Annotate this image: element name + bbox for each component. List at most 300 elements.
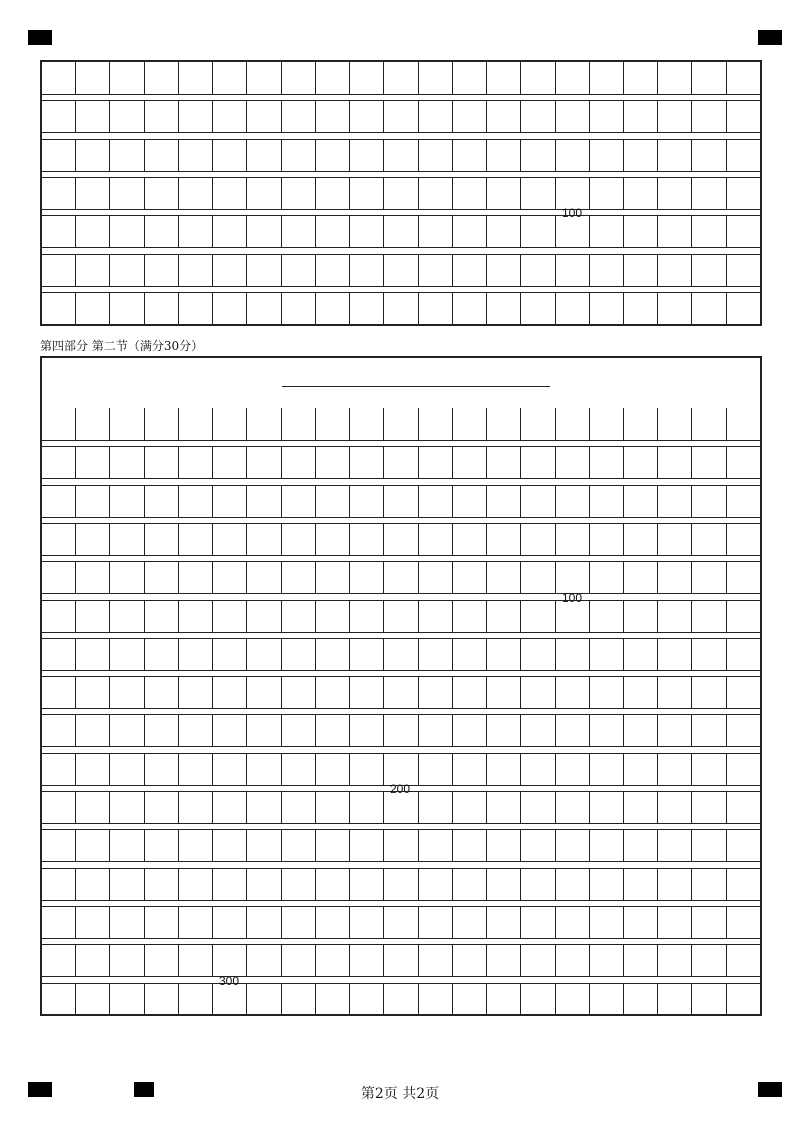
grid-cell[interactable] — [42, 677, 76, 708]
grid-cell[interactable] — [316, 792, 350, 823]
grid-cell[interactable] — [213, 140, 247, 171]
grid-cell[interactable] — [624, 255, 658, 286]
grid-cell[interactable] — [145, 216, 179, 247]
grid-cell[interactable] — [556, 255, 590, 286]
grid-cell[interactable] — [453, 677, 487, 708]
grid-cell[interactable] — [487, 524, 521, 555]
grid-cell[interactable] — [42, 562, 76, 593]
grid-cell[interactable] — [727, 601, 760, 632]
grid-cell[interactable] — [76, 715, 110, 746]
grid-cell[interactable] — [556, 562, 590, 593]
grid-cell[interactable] — [76, 524, 110, 555]
grid-cell[interactable] — [350, 562, 384, 593]
grid-cell[interactable] — [453, 524, 487, 555]
grid-cell[interactable] — [624, 293, 658, 324]
grid-cell[interactable] — [521, 486, 555, 517]
grid-cell[interactable] — [110, 62, 144, 94]
grid-cell[interactable] — [179, 792, 213, 823]
grid-cell[interactable] — [384, 754, 418, 785]
grid-cell[interactable] — [624, 562, 658, 593]
grid-cell[interactable] — [658, 830, 692, 861]
grid-cell[interactable] — [521, 754, 555, 785]
grid-cell[interactable] — [76, 601, 110, 632]
grid-cell[interactable] — [487, 408, 521, 440]
grid-cell[interactable] — [247, 562, 281, 593]
grid-cell[interactable] — [521, 677, 555, 708]
grid-cell[interactable] — [556, 715, 590, 746]
grid-cell[interactable] — [350, 869, 384, 900]
grid-cell[interactable] — [590, 907, 624, 938]
grid-cell[interactable] — [419, 639, 453, 670]
grid-cell[interactable] — [316, 408, 350, 440]
grid-cell[interactable] — [350, 715, 384, 746]
grid-cell[interactable] — [556, 639, 590, 670]
grid-cell[interactable] — [419, 792, 453, 823]
grid-cell[interactable] — [590, 984, 624, 1015]
grid-cell[interactable] — [76, 869, 110, 900]
grid-cell[interactable] — [727, 101, 760, 132]
grid-cell[interactable] — [350, 830, 384, 861]
grid-cell[interactable] — [727, 408, 760, 440]
grid-cell[interactable] — [521, 447, 555, 478]
grid-cell[interactable] — [624, 639, 658, 670]
grid-cell[interactable] — [316, 486, 350, 517]
grid-cell[interactable] — [247, 639, 281, 670]
grid-cell[interactable] — [282, 907, 316, 938]
grid-cell[interactable] — [590, 715, 624, 746]
grid-cell[interactable] — [350, 907, 384, 938]
grid-cell[interactable] — [213, 408, 247, 440]
grid-cell[interactable] — [419, 984, 453, 1015]
grid-cell[interactable] — [624, 945, 658, 976]
grid-cell[interactable] — [453, 715, 487, 746]
grid-cell[interactable] — [179, 715, 213, 746]
grid-cell[interactable] — [487, 101, 521, 132]
grid-cell[interactable] — [521, 869, 555, 900]
grid-cell[interactable] — [179, 447, 213, 478]
grid-cell[interactable] — [110, 486, 144, 517]
grid-cell[interactable] — [384, 792, 418, 823]
grid-cell[interactable] — [692, 524, 726, 555]
grid-cell[interactable] — [521, 830, 555, 861]
grid-cell[interactable] — [487, 830, 521, 861]
grid-cell[interactable] — [453, 601, 487, 632]
grid-cell[interactable] — [145, 792, 179, 823]
grid-cell[interactable] — [453, 639, 487, 670]
grid-cell[interactable] — [213, 945, 247, 976]
grid-cell[interactable] — [384, 140, 418, 171]
grid-cell[interactable] — [145, 754, 179, 785]
grid-cell[interactable] — [658, 293, 692, 324]
grid-cell[interactable] — [145, 140, 179, 171]
grid-cell[interactable] — [624, 984, 658, 1015]
grid-cell[interactable] — [282, 255, 316, 286]
grid-cell[interactable] — [316, 293, 350, 324]
grid-cell[interactable] — [316, 524, 350, 555]
grid-cell[interactable] — [521, 178, 555, 209]
grid-cell[interactable] — [384, 101, 418, 132]
grid-cell[interactable] — [727, 754, 760, 785]
grid-cell[interactable] — [76, 447, 110, 478]
grid-cell[interactable] — [419, 140, 453, 171]
grid-cell[interactable] — [42, 524, 76, 555]
grid-cell[interactable] — [76, 216, 110, 247]
grid-cell[interactable] — [556, 984, 590, 1015]
grid-cell[interactable] — [76, 639, 110, 670]
grid-cell[interactable] — [145, 639, 179, 670]
grid-cell[interactable] — [213, 601, 247, 632]
grid-cell[interactable] — [350, 140, 384, 171]
grid-cell[interactable] — [624, 216, 658, 247]
grid-cell[interactable] — [110, 907, 144, 938]
grid-cell[interactable] — [145, 869, 179, 900]
grid-cell[interactable] — [316, 677, 350, 708]
grid-cell[interactable] — [521, 524, 555, 555]
grid-cell[interactable] — [556, 101, 590, 132]
grid-cell[interactable] — [282, 677, 316, 708]
grid-cell[interactable] — [316, 830, 350, 861]
grid-cell[interactable] — [384, 830, 418, 861]
grid-cell[interactable] — [316, 447, 350, 478]
grid-cell[interactable] — [179, 101, 213, 132]
grid-cell[interactable] — [110, 216, 144, 247]
grid-cell[interactable] — [487, 715, 521, 746]
grid-cell[interactable] — [76, 62, 110, 94]
grid-cell[interactable] — [282, 639, 316, 670]
grid-cell[interactable] — [590, 792, 624, 823]
grid-cell[interactable] — [624, 101, 658, 132]
grid-cell[interactable] — [453, 486, 487, 517]
grid-cell[interactable] — [42, 754, 76, 785]
grid-cell[interactable] — [316, 101, 350, 132]
grid-cell[interactable] — [384, 486, 418, 517]
grid-cell[interactable] — [487, 216, 521, 247]
grid-cell[interactable] — [145, 486, 179, 517]
grid-cell[interactable] — [282, 408, 316, 440]
grid-cell[interactable] — [453, 101, 487, 132]
grid-cell[interactable] — [590, 486, 624, 517]
grid-cell[interactable] — [624, 178, 658, 209]
grid-cell[interactable] — [658, 255, 692, 286]
grid-cell[interactable] — [213, 869, 247, 900]
grid-cell[interactable] — [247, 524, 281, 555]
grid-cell[interactable] — [145, 677, 179, 708]
grid-cell[interactable] — [247, 486, 281, 517]
grid-cell[interactable] — [179, 639, 213, 670]
grid-cell[interactable] — [76, 792, 110, 823]
grid-cell[interactable] — [316, 216, 350, 247]
grid-cell[interactable] — [145, 408, 179, 440]
grid-cell[interactable] — [727, 140, 760, 171]
grid-cell[interactable] — [110, 140, 144, 171]
grid-cell[interactable] — [658, 601, 692, 632]
grid-cell[interactable] — [179, 869, 213, 900]
grid-cell[interactable] — [419, 62, 453, 94]
grid-cell[interactable] — [384, 869, 418, 900]
grid-cell[interactable] — [419, 830, 453, 861]
grid-cell[interactable] — [247, 178, 281, 209]
grid-cell[interactable] — [521, 907, 555, 938]
grid-cell[interactable] — [247, 907, 281, 938]
grid-cell[interactable] — [453, 62, 487, 94]
grid-cell[interactable] — [247, 140, 281, 171]
grid-cell[interactable] — [658, 792, 692, 823]
grid-cell[interactable] — [350, 447, 384, 478]
grid-cell[interactable] — [453, 907, 487, 938]
grid-cell[interactable] — [624, 447, 658, 478]
grid-cell[interactable] — [556, 830, 590, 861]
grid-cell[interactable] — [213, 101, 247, 132]
grid-cell[interactable] — [213, 216, 247, 247]
grid-cell[interactable] — [419, 178, 453, 209]
grid-cell[interactable] — [179, 984, 213, 1015]
grid-cell[interactable] — [692, 984, 726, 1015]
grid-cell[interactable] — [487, 178, 521, 209]
grid-cell[interactable] — [350, 792, 384, 823]
grid-cell[interactable] — [453, 216, 487, 247]
grid-cell[interactable] — [727, 178, 760, 209]
grid-cell[interactable] — [658, 524, 692, 555]
grid-cell[interactable] — [453, 792, 487, 823]
grid-cell[interactable] — [453, 447, 487, 478]
grid-cell[interactable] — [282, 140, 316, 171]
grid-cell[interactable] — [487, 869, 521, 900]
grid-cell[interactable] — [42, 907, 76, 938]
grid-cell[interactable] — [658, 101, 692, 132]
grid-cell[interactable] — [110, 754, 144, 785]
grid-cell[interactable] — [282, 792, 316, 823]
grid-cell[interactable] — [76, 754, 110, 785]
grid-cell[interactable] — [316, 601, 350, 632]
grid-cell[interactable] — [453, 255, 487, 286]
grid-cell[interactable] — [316, 178, 350, 209]
grid-cell[interactable] — [42, 140, 76, 171]
grid-cell[interactable] — [590, 830, 624, 861]
grid-cell[interactable] — [590, 447, 624, 478]
grid-cell[interactable] — [692, 639, 726, 670]
grid-cell[interactable] — [42, 715, 76, 746]
grid-cell[interactable] — [658, 178, 692, 209]
grid-cell[interactable] — [247, 677, 281, 708]
grid-cell[interactable] — [658, 408, 692, 440]
grid-cell[interactable] — [213, 792, 247, 823]
grid-cell[interactable] — [350, 178, 384, 209]
grid-cell[interactable] — [42, 945, 76, 976]
grid-cell[interactable] — [76, 486, 110, 517]
grid-cell[interactable] — [76, 562, 110, 593]
grid-cell[interactable] — [76, 830, 110, 861]
grid-cell[interactable] — [42, 447, 76, 478]
grid-cell[interactable] — [282, 447, 316, 478]
grid-cell[interactable] — [76, 984, 110, 1015]
grid-cell[interactable] — [76, 293, 110, 324]
grid-cell[interactable] — [350, 255, 384, 286]
grid-cell[interactable] — [316, 639, 350, 670]
grid-cell[interactable] — [179, 830, 213, 861]
grid-cell[interactable] — [316, 754, 350, 785]
grid-cell[interactable] — [350, 945, 384, 976]
grid-cell[interactable] — [110, 639, 144, 670]
grid-cell[interactable] — [179, 945, 213, 976]
grid-cell[interactable] — [110, 601, 144, 632]
grid-cell[interactable] — [350, 984, 384, 1015]
grid-cell[interactable] — [76, 408, 110, 440]
grid-cell[interactable] — [350, 677, 384, 708]
grid-cell[interactable] — [521, 140, 555, 171]
grid-cell[interactable] — [213, 447, 247, 478]
grid-cell[interactable] — [110, 178, 144, 209]
grid-cell[interactable] — [487, 639, 521, 670]
grid-cell[interactable] — [419, 101, 453, 132]
grid-cell[interactable] — [727, 562, 760, 593]
grid-cell[interactable] — [624, 140, 658, 171]
grid-cell[interactable] — [692, 715, 726, 746]
grid-cell[interactable] — [624, 715, 658, 746]
grid-cell[interactable] — [692, 562, 726, 593]
grid-cell[interactable] — [247, 408, 281, 440]
grid-cell[interactable] — [419, 677, 453, 708]
grid-cell[interactable] — [727, 677, 760, 708]
grid-cell[interactable] — [556, 486, 590, 517]
grid-cell[interactable] — [727, 869, 760, 900]
grid-cell[interactable] — [110, 447, 144, 478]
grid-cell[interactable] — [521, 62, 555, 94]
grid-cell[interactable] — [110, 830, 144, 861]
grid-cell[interactable] — [179, 408, 213, 440]
grid-cell[interactable] — [247, 255, 281, 286]
grid-cell[interactable] — [692, 255, 726, 286]
grid-cell[interactable] — [692, 869, 726, 900]
grid-cell[interactable] — [247, 715, 281, 746]
grid-cell[interactable] — [487, 562, 521, 593]
grid-cell[interactable] — [145, 178, 179, 209]
grid-cell[interactable] — [521, 408, 555, 440]
grid-cell[interactable] — [76, 677, 110, 708]
grid-cell[interactable] — [453, 140, 487, 171]
grid-cell[interactable] — [316, 255, 350, 286]
grid-cell[interactable] — [213, 178, 247, 209]
grid-cell[interactable] — [419, 907, 453, 938]
grid-cell[interactable] — [658, 140, 692, 171]
grid-cell[interactable] — [624, 62, 658, 94]
grid-cell[interactable] — [110, 255, 144, 286]
grid-cell[interactable] — [384, 601, 418, 632]
grid-cell[interactable] — [110, 869, 144, 900]
grid-cell[interactable] — [590, 639, 624, 670]
essay-title-area[interactable] — [40, 356, 762, 410]
grid-cell[interactable] — [487, 255, 521, 286]
grid-cell[interactable] — [350, 524, 384, 555]
grid-cell[interactable] — [658, 869, 692, 900]
grid-cell[interactable] — [487, 792, 521, 823]
grid-cell[interactable] — [213, 524, 247, 555]
grid-cell[interactable] — [247, 945, 281, 976]
grid-cell[interactable] — [692, 101, 726, 132]
grid-cell[interactable] — [727, 486, 760, 517]
grid-cell[interactable] — [419, 562, 453, 593]
grid-cell[interactable] — [556, 754, 590, 785]
grid-cell[interactable] — [658, 447, 692, 478]
grid-cell[interactable] — [590, 562, 624, 593]
grid-cell[interactable] — [110, 715, 144, 746]
grid-cell[interactable] — [453, 984, 487, 1015]
grid-cell[interactable] — [521, 639, 555, 670]
grid-cell[interactable] — [453, 830, 487, 861]
grid-cell[interactable] — [213, 255, 247, 286]
grid-cell[interactable] — [247, 447, 281, 478]
grid-cell[interactable] — [145, 945, 179, 976]
grid-cell[interactable] — [658, 677, 692, 708]
grid-cell[interactable] — [419, 524, 453, 555]
grid-cell[interactable] — [590, 945, 624, 976]
grid-cell[interactable] — [282, 869, 316, 900]
grid-cell[interactable] — [145, 101, 179, 132]
grid-cell[interactable] — [384, 62, 418, 94]
grid-cell[interactable] — [624, 677, 658, 708]
grid-cell[interactable] — [419, 216, 453, 247]
grid-cell[interactable] — [384, 255, 418, 286]
grid-cell[interactable] — [590, 524, 624, 555]
grid-cell[interactable] — [282, 830, 316, 861]
grid-cell[interactable] — [487, 945, 521, 976]
grid-cell[interactable] — [282, 486, 316, 517]
grid-cell[interactable] — [727, 255, 760, 286]
grid-cell[interactable] — [590, 178, 624, 209]
grid-cell[interactable] — [521, 945, 555, 976]
grid-cell[interactable] — [692, 907, 726, 938]
grid-cell[interactable] — [213, 984, 247, 1015]
grid-cell[interactable] — [179, 293, 213, 324]
grid-cell[interactable] — [692, 677, 726, 708]
grid-cell[interactable] — [42, 255, 76, 286]
grid-cell[interactable] — [110, 792, 144, 823]
grid-cell[interactable] — [145, 984, 179, 1015]
grid-cell[interactable] — [556, 140, 590, 171]
grid-cell[interactable] — [727, 715, 760, 746]
grid-cell[interactable] — [247, 62, 281, 94]
grid-cell[interactable] — [487, 984, 521, 1015]
grid-cell[interactable] — [316, 984, 350, 1015]
grid-cell[interactable] — [727, 792, 760, 823]
grid-cell[interactable] — [624, 408, 658, 440]
grid-cell[interactable] — [727, 524, 760, 555]
grid-cell[interactable] — [282, 715, 316, 746]
grid-cell[interactable] — [556, 216, 590, 247]
grid-cell[interactable] — [556, 62, 590, 94]
grid-cell[interactable] — [179, 216, 213, 247]
grid-cell[interactable] — [487, 140, 521, 171]
grid-cell[interactable] — [350, 601, 384, 632]
grid-cell[interactable] — [384, 524, 418, 555]
grid-cell[interactable] — [316, 945, 350, 976]
grid-cell[interactable] — [316, 140, 350, 171]
grid-cell[interactable] — [453, 562, 487, 593]
grid-cell[interactable] — [556, 601, 590, 632]
grid-cell[interactable] — [521, 601, 555, 632]
grid-cell[interactable] — [419, 715, 453, 746]
grid-cell[interactable] — [692, 792, 726, 823]
grid-cell[interactable] — [419, 447, 453, 478]
grid-cell[interactable] — [624, 601, 658, 632]
grid-cell[interactable] — [282, 524, 316, 555]
grid-cell[interactable] — [556, 945, 590, 976]
grid-cell[interactable] — [282, 562, 316, 593]
grid-cell[interactable] — [247, 830, 281, 861]
grid-cell[interactable] — [179, 486, 213, 517]
grid-cell[interactable] — [282, 62, 316, 94]
grid-cell[interactable] — [658, 62, 692, 94]
grid-cell[interactable] — [487, 447, 521, 478]
